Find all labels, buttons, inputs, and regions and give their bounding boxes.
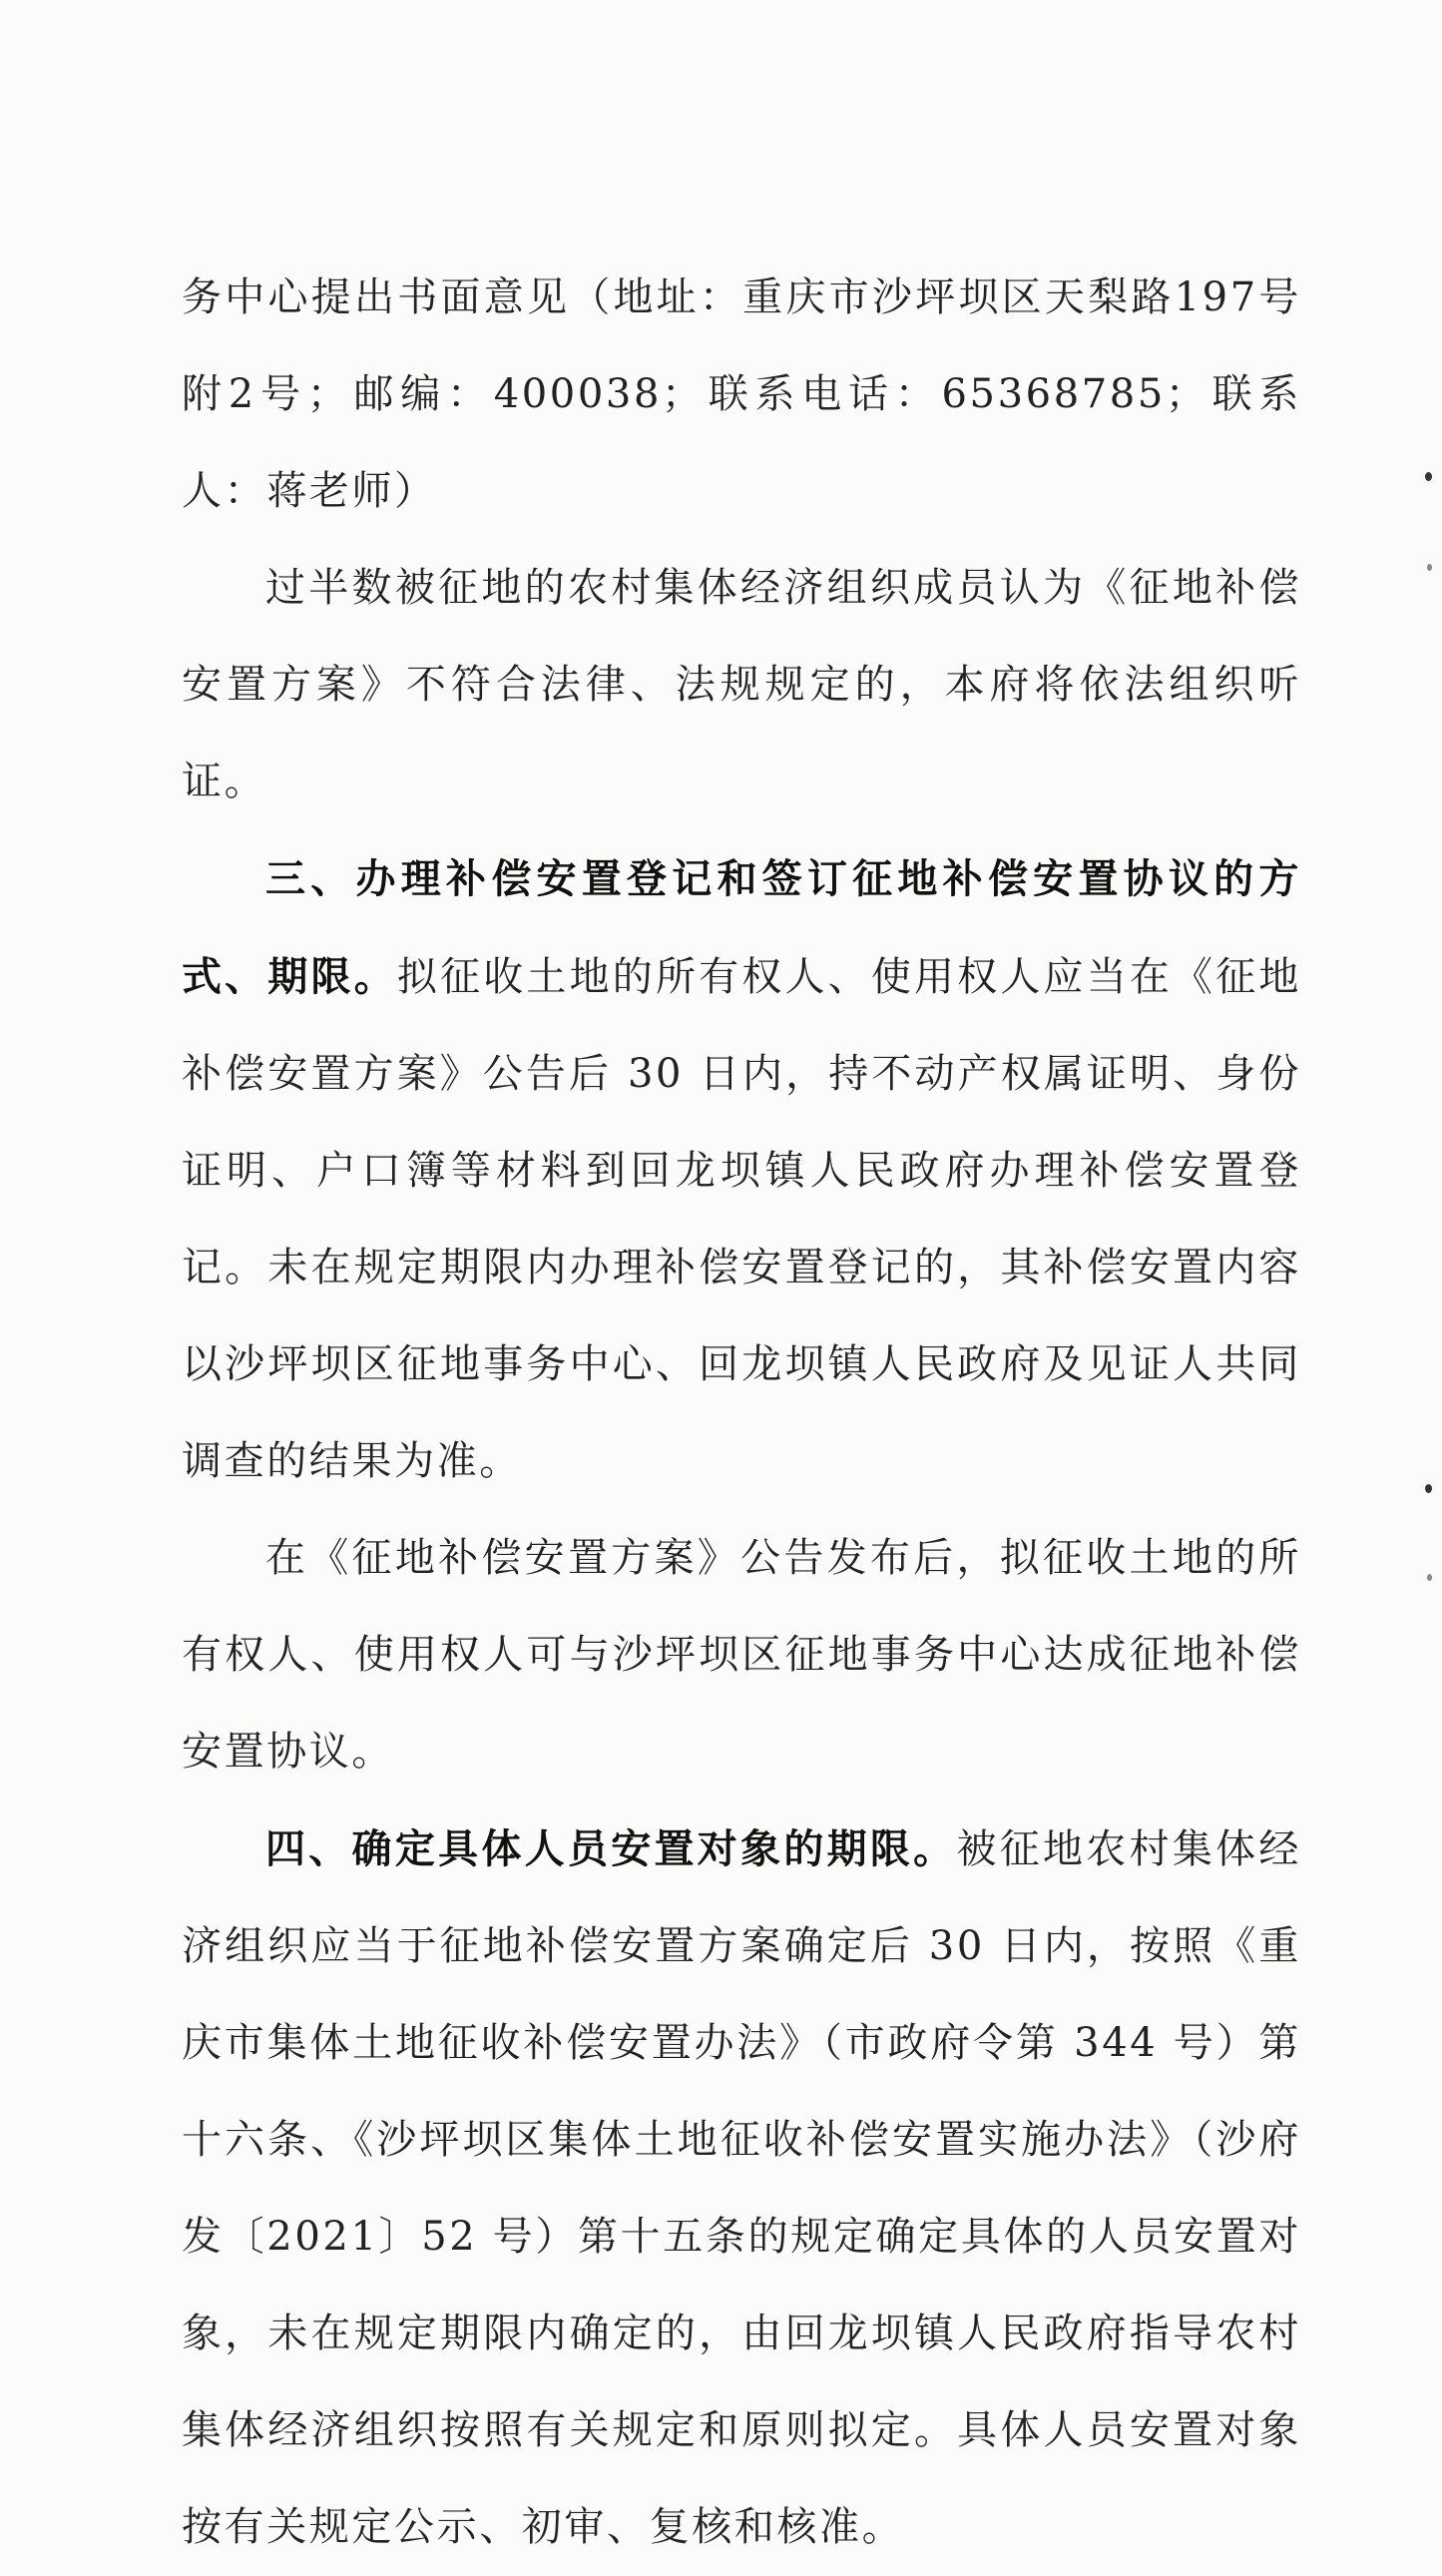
- paragraph-agreement: [182, 1510, 1301, 1801]
- paragraph-text: 拟征收土地的所有权人、使用权人应当在《征地补偿安置方案》公告后 30 日内，持不动产权属证明、身份证明、户口簿等材料到回龙坝镇人民政府办理补偿安置登记。未在规定期限内办理补偿安置登记的，其补偿安置内容以沙坪坝区征地事务中心、回龙坝镇人民政府及见证人共同调查的结果为准。: [182, 954, 1302, 1484]
- paragraph-text: 在《征地补偿安置方案》公告发布后，拟征收土地的所有权人、使用权人可与沙坪坝区征地事务中心达成征地补偿安置协议。: [182, 1535, 1301, 1775]
- paragraph-objection-address: [182, 250, 1301, 540]
- paragraph-section-four: [182, 1801, 1301, 2576]
- section-heading: 四、确定具体人员安置对象的期限。: [265, 1825, 957, 1872]
- paragraph-hearing: [182, 540, 1301, 830]
- scan-speck: [1425, 472, 1432, 481]
- paragraph-section-three: [182, 830, 1301, 1510]
- section-heading: 三、办理补偿安置登记和签订征地补偿安置协议的方式、期限。: [182, 855, 1301, 1000]
- scan-speck: [1427, 564, 1432, 571]
- paragraph-text: 被征地农村集体经济组织应当于征地补偿安置方案确定后 30 日内，按照《重庆市集体土地征收补偿安置办法》（市政府令第 344 号）第十六条、《沙坪坝区集体土地征收补偿安置实施办法》（沙府发〔2021〕52 号）第十五条的规定确定具体的人员安置对象，未在规定期限内确定的，由回龙坝镇人民政府指导农村集体经济组织按照有关规定和原则拟定。具体人员安置对象按有关规定公示、初审、复核和核准。: [182, 1826, 1301, 2550]
- scan-speck: [1427, 1574, 1432, 1581]
- document-body: [182, 250, 1301, 2576]
- paragraph-text: 过半数被征地的农村集体经济组织成员认为《征地补偿安置方案》不符合法律、法规规定的，本府将依法组织听证。: [182, 565, 1301, 804]
- scan-speck: [1425, 1484, 1432, 1493]
- paragraph-text: 务中心提出书面意见（地址：重庆市沙坪坝区天梨路197号附2号；邮编：400038；联系电话：65368785；联系人：蒋老师）: [182, 274, 1301, 514]
